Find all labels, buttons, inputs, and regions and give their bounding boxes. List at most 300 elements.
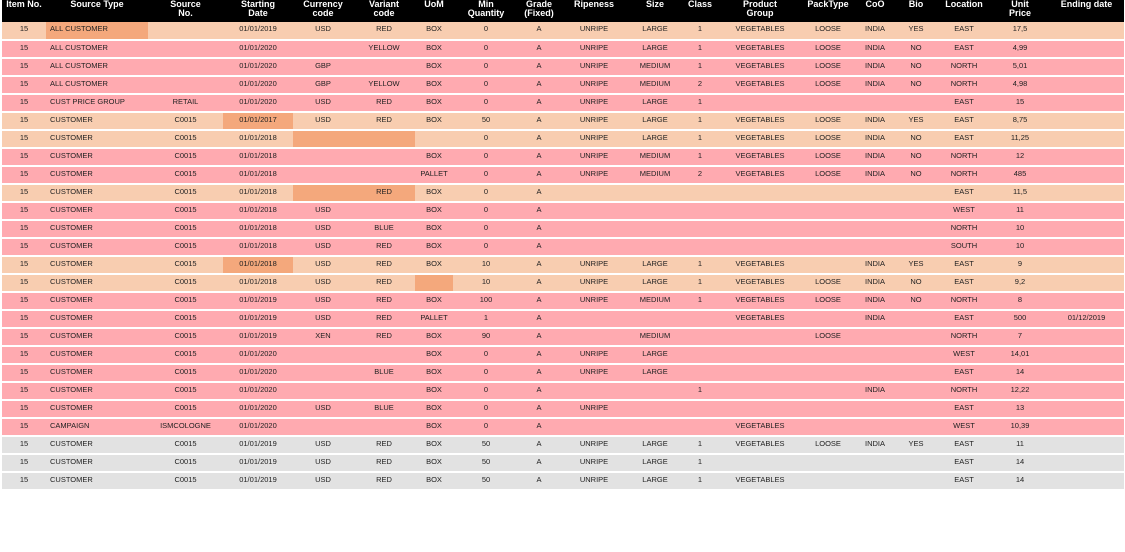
table-cell[interactable]: EAST (954, 115, 974, 124)
table-cell[interactable]: UNRIPE (579, 61, 609, 70)
table-cell[interactable]: INDIA (864, 277, 885, 286)
table-cell[interactable]: WEST (953, 421, 975, 430)
table-cell[interactable]: 01/01/2020 (239, 349, 277, 358)
column-header[interactable] (801, 0, 855, 22)
table-cell[interactable] (629, 202, 681, 220)
table-cell[interactable]: YES (908, 24, 924, 33)
table-cell[interactable]: 100 (479, 295, 493, 304)
table-cell[interactable]: 13 (1015, 403, 1025, 412)
table-cell[interactable]: 0 (483, 151, 489, 160)
table-cell[interactable] (895, 346, 937, 364)
table-cell[interactable]: LARGE (642, 457, 668, 466)
table-cell[interactable]: C0015 (174, 259, 197, 268)
table-cell[interactable]: VEGETABLES (735, 24, 785, 33)
table-cell[interactable]: VEGETABLES (735, 295, 785, 304)
table-cell[interactable]: BOX (426, 205, 442, 214)
table-cell[interactable]: INDIA (864, 133, 885, 142)
table-cell[interactable] (1049, 436, 1124, 454)
table-cell[interactable]: USD (315, 313, 331, 322)
table-cell[interactable]: 1 (697, 43, 703, 52)
table-cell[interactable] (559, 220, 629, 238)
table-cell[interactable]: 01/01/2018 (239, 223, 277, 232)
table-cell[interactable]: 1 (697, 277, 703, 286)
table-cell[interactable]: 15 (19, 331, 29, 340)
table-cell[interactable] (559, 202, 629, 220)
table-cell[interactable] (559, 418, 629, 436)
table-cell[interactable]: BOX (426, 61, 442, 70)
table-cell[interactable]: CUSTOMER (50, 439, 93, 448)
table-cell[interactable]: 01/01/2019 (239, 295, 277, 304)
table-cell[interactable] (801, 220, 855, 238)
table-cell[interactable] (895, 94, 937, 112)
table-cell[interactable] (855, 400, 895, 418)
table-row[interactable] (2, 292, 1124, 310)
table-cell[interactable]: C0015 (174, 169, 197, 178)
table-row[interactable] (2, 202, 1124, 220)
table-cell[interactable] (1049, 22, 1124, 40)
table-cell[interactable]: 0 (483, 421, 489, 430)
table-cell[interactable]: RED (376, 277, 392, 286)
table-cell[interactable]: A (536, 277, 542, 286)
table-cell[interactable] (629, 382, 681, 400)
table-cell[interactable] (801, 94, 855, 112)
table-cell[interactable] (293, 130, 353, 148)
table-cell[interactable]: A (536, 79, 542, 88)
table-cell[interactable]: 14,01 (1010, 349, 1030, 358)
table-cell[interactable] (148, 22, 223, 40)
table-cell[interactable] (148, 76, 223, 94)
table-cell[interactable]: VEGETABLES (735, 439, 785, 448)
table-cell[interactable]: RED (376, 331, 392, 340)
table-cell[interactable]: A (536, 115, 542, 124)
table-cell[interactable]: 4,99 (1012, 43, 1028, 52)
table-cell[interactable]: CUSTOMER (50, 385, 93, 394)
table-row[interactable] (2, 76, 1124, 94)
table-cell[interactable]: 1 (697, 61, 703, 70)
table-cell[interactable]: 01/01/2018 (239, 277, 277, 286)
table-cell[interactable]: 15 (19, 133, 29, 142)
table-cell[interactable] (801, 472, 855, 490)
table-cell[interactable]: LARGE (642, 43, 668, 52)
table-cell[interactable]: USD (315, 295, 331, 304)
table-cell[interactable]: PALLET (420, 169, 448, 178)
table-cell[interactable]: USD (315, 115, 331, 124)
column-header[interactable] (681, 0, 719, 22)
table-cell[interactable]: C0015 (174, 241, 197, 250)
table-cell[interactable]: LOOSE (815, 169, 841, 178)
table-cell[interactable]: 01/01/2018 (239, 169, 277, 178)
table-cell[interactable] (855, 238, 895, 256)
table-cell[interactable]: USD (315, 241, 331, 250)
table-cell[interactable]: 15 (19, 24, 29, 33)
column-header[interactable] (991, 0, 1049, 22)
table-cell[interactable]: LARGE (642, 439, 668, 448)
table-cell[interactable] (1049, 76, 1124, 94)
table-cell[interactable] (719, 220, 801, 238)
table-row[interactable] (2, 40, 1124, 58)
table-cell[interactable] (353, 202, 415, 220)
table-cell[interactable] (719, 94, 801, 112)
table-cell[interactable]: NO (910, 133, 922, 142)
table-cell[interactable]: A (536, 43, 542, 52)
table-cell[interactable]: UNRIPE (579, 277, 609, 286)
table-cell[interactable]: 12,22 (1010, 385, 1030, 394)
table-cell[interactable]: VEGETABLES (735, 79, 785, 88)
table-cell[interactable] (855, 202, 895, 220)
table-cell[interactable]: BOX (426, 259, 442, 268)
table-cell[interactable]: 15 (19, 43, 29, 52)
table-cell[interactable]: USD (315, 439, 331, 448)
table-cell[interactable]: MEDIUM (639, 169, 671, 178)
table-cell[interactable]: GBP (315, 79, 331, 88)
table-cell[interactable]: 2 (697, 169, 703, 178)
table-cell[interactable]: 15 (19, 115, 29, 124)
table-cell[interactable]: VEGETABLES (735, 61, 785, 70)
table-cell[interactable]: LARGE (642, 277, 668, 286)
table-cell[interactable] (855, 184, 895, 202)
table-cell[interactable] (801, 364, 855, 382)
table-cell[interactable]: 0 (483, 241, 489, 250)
table-cell[interactable] (681, 238, 719, 256)
table-cell[interactable]: VEGETABLES (735, 43, 785, 52)
table-cell[interactable]: 9,2 (1014, 277, 1026, 286)
table-cell[interactable]: 01/01/2020 (239, 367, 277, 376)
table-cell[interactable]: 11 (1016, 205, 1024, 214)
table-cell[interactable] (148, 40, 223, 58)
table-cell[interactable]: 0 (483, 403, 489, 412)
table-cell[interactable]: CUSTOMER (50, 475, 93, 484)
table-cell[interactable]: BOX (426, 403, 442, 412)
table-cell[interactable] (801, 238, 855, 256)
table-cell[interactable]: C0015 (174, 349, 197, 358)
table-cell[interactable]: INDIA (864, 115, 885, 124)
table-cell[interactable]: A (536, 349, 542, 358)
table-row[interactable] (2, 256, 1124, 274)
table-cell[interactable]: 0 (483, 349, 489, 358)
table-cell[interactable]: INDIA (864, 439, 885, 448)
table-cell[interactable]: WEST (953, 205, 975, 214)
table-cell[interactable] (1049, 454, 1124, 472)
table-row[interactable] (2, 382, 1124, 400)
table-cell[interactable]: 0 (483, 61, 489, 70)
table-cell[interactable]: 2 (697, 79, 703, 88)
table-cell[interactable]: UNRIPE (579, 97, 609, 106)
table-cell[interactable]: 0 (483, 367, 489, 376)
table-cell[interactable]: INDIA (864, 79, 885, 88)
table-cell[interactable]: RED (353, 184, 415, 202)
table-cell[interactable]: UNRIPE (579, 439, 609, 448)
table-cell[interactable]: 10 (481, 259, 491, 268)
table-cell[interactable]: 4,98 (1012, 79, 1028, 88)
table-row[interactable] (2, 400, 1124, 418)
table-cell[interactable] (559, 238, 629, 256)
table-cell[interactable] (855, 220, 895, 238)
table-cell[interactable] (1049, 130, 1124, 148)
table-cell[interactable]: C0015 (174, 223, 197, 232)
table-cell[interactable] (801, 418, 855, 436)
column-header[interactable] (895, 0, 937, 22)
table-cell[interactable] (719, 184, 801, 202)
table-cell[interactable]: 01/01/2019 (239, 313, 277, 322)
table-cell[interactable] (855, 346, 895, 364)
table-cell[interactable]: VEGETABLES (735, 259, 785, 268)
table-cell[interactable] (855, 328, 895, 346)
table-cell[interactable]: LOOSE (815, 61, 841, 70)
column-header[interactable] (293, 0, 353, 22)
table-cell[interactable]: C0015 (174, 151, 197, 160)
column-header[interactable] (719, 0, 801, 22)
table-cell[interactable] (719, 400, 801, 418)
table-cell[interactable]: C0015 (174, 385, 197, 394)
table-cell[interactable] (293, 418, 353, 436)
table-cell[interactable]: C0015 (174, 457, 197, 466)
table-cell[interactable]: UNRIPE (579, 43, 609, 52)
table-cell[interactable]: VEGETABLES (735, 475, 785, 484)
table-row[interactable] (2, 418, 1124, 436)
table-cell[interactable]: INDIA (864, 151, 885, 160)
table-cell[interactable]: UNRIPE (579, 169, 609, 178)
table-cell[interactable]: ALL CUSTOMER (50, 43, 108, 52)
table-cell[interactable]: USD (315, 475, 331, 484)
table-cell[interactable]: A (536, 205, 542, 214)
table-cell[interactable] (895, 400, 937, 418)
table-cell[interactable]: 01/01/2019 (239, 457, 277, 466)
table-cell[interactable]: CUSTOMER (50, 133, 93, 142)
table-cell[interactable]: NORTH (950, 385, 978, 394)
table-cell[interactable]: UNRIPE (579, 475, 609, 484)
table-cell[interactable]: 01/01/2018 (239, 187, 277, 196)
table-cell[interactable]: EAST (954, 43, 974, 52)
table-cell[interactable]: VEGETABLES (735, 169, 785, 178)
table-cell[interactable]: VEGETABLES (735, 421, 785, 430)
table-cell[interactable]: NO (910, 277, 922, 286)
table-cell[interactable]: C0015 (174, 115, 197, 124)
table-cell[interactable]: BLUE (374, 403, 394, 412)
table-cell[interactable] (895, 328, 937, 346)
table-cell[interactable]: 1 (697, 457, 703, 466)
table-cell[interactable]: LARGE (642, 475, 668, 484)
table-cell[interactable]: BLUE (374, 223, 394, 232)
table-cell[interactable] (681, 364, 719, 382)
table-cell[interactable]: 15 (19, 187, 29, 196)
table-row[interactable] (2, 436, 1124, 454)
table-cell[interactable]: A (536, 223, 542, 232)
table-cell[interactable]: C0015 (174, 277, 197, 286)
table-cell[interactable]: ALL CUSTOMER (50, 79, 108, 88)
table-cell[interactable]: YELLOW (368, 79, 400, 88)
table-cell[interactable]: A (536, 457, 542, 466)
table-cell[interactable]: XEN (315, 331, 331, 340)
table-row[interactable] (2, 166, 1124, 184)
table-cell[interactable] (353, 58, 415, 76)
table-cell[interactable]: BLUE (374, 367, 394, 376)
table-cell[interactable] (1049, 382, 1124, 400)
table-cell[interactable] (1049, 346, 1124, 364)
table-cell[interactable]: RED (376, 475, 392, 484)
table-cell[interactable] (293, 184, 353, 202)
table-cell[interactable]: C0015 (174, 367, 197, 376)
table-cell[interactable]: A (536, 331, 542, 340)
table-cell[interactable]: 1 (697, 475, 703, 484)
table-cell[interactable] (1049, 58, 1124, 76)
table-cell[interactable]: LARGE (642, 259, 668, 268)
table-cell[interactable] (681, 418, 719, 436)
table-cell[interactable]: BOX (426, 475, 442, 484)
table-cell[interactable]: 01/01/2018 (239, 151, 277, 160)
table-cell[interactable]: 15 (19, 223, 29, 232)
table-cell[interactable]: YES (908, 115, 924, 124)
table-cell[interactable] (895, 184, 937, 202)
table-cell[interactable]: NO (910, 151, 922, 160)
table-cell[interactable]: USD (315, 97, 331, 106)
table-cell[interactable]: 14 (1015, 457, 1025, 466)
table-cell[interactable] (629, 310, 681, 328)
table-cell[interactable]: USD (315, 277, 331, 286)
table-cell[interactable] (719, 202, 801, 220)
table-cell[interactable] (801, 382, 855, 400)
table-cell[interactable]: 01/01/2018 (239, 205, 277, 214)
table-cell[interactable]: 15 (19, 349, 29, 358)
table-cell[interactable]: 50 (481, 439, 491, 448)
table-cell[interactable] (629, 184, 681, 202)
table-row[interactable] (2, 346, 1124, 364)
table-cell[interactable] (629, 238, 681, 256)
table-row[interactable] (2, 274, 1124, 292)
table-cell[interactable] (681, 202, 719, 220)
table-cell[interactable] (719, 346, 801, 364)
table-cell[interactable]: 10 (1015, 241, 1025, 250)
table-cell[interactable] (801, 256, 855, 274)
table-row[interactable] (2, 220, 1124, 238)
table-cell[interactable]: BOX (426, 97, 442, 106)
table-cell[interactable] (801, 346, 855, 364)
table-cell[interactable]: USD (315, 457, 331, 466)
table-cell[interactable]: BOX (426, 223, 442, 232)
table-cell[interactable]: BOX (426, 457, 442, 466)
table-cell[interactable]: A (536, 385, 542, 394)
table-cell[interactable]: UNRIPE (579, 24, 609, 33)
table-cell[interactable]: EAST (954, 475, 974, 484)
table-cell[interactable]: YES (908, 439, 924, 448)
table-cell[interactable]: A (536, 97, 542, 106)
table-cell[interactable]: USD (315, 205, 331, 214)
table-cell[interactable]: RED (376, 259, 392, 268)
table-cell[interactable]: NO (910, 61, 922, 70)
table-cell[interactable]: RETAIL (172, 97, 199, 106)
table-cell[interactable]: CAMPAIGN (50, 421, 90, 430)
table-cell[interactable]: BOX (426, 79, 442, 88)
table-cell[interactable]: UNRIPE (579, 295, 609, 304)
table-cell[interactable] (1049, 220, 1124, 238)
column-header[interactable] (519, 0, 559, 22)
table-cell[interactable] (801, 400, 855, 418)
table-cell[interactable] (353, 166, 415, 184)
table-cell[interactable]: LARGE (642, 24, 668, 33)
table-cell[interactable]: UNRIPE (579, 457, 609, 466)
table-cell[interactable]: NO (910, 169, 922, 178)
table-cell[interactable]: 15 (19, 421, 29, 430)
table-cell[interactable]: CUSTOMER (50, 367, 93, 376)
table-cell[interactable]: ISMCOLOGNE (160, 421, 211, 430)
table-cell[interactable] (681, 346, 719, 364)
table-cell[interactable]: CUSTOMER (50, 205, 93, 214)
table-cell[interactable]: 1 (697, 259, 703, 268)
table-cell[interactable]: MEDIUM (639, 295, 671, 304)
table-cell[interactable]: LOOSE (815, 133, 841, 142)
table-cell[interactable]: 01/12/2019 (1067, 313, 1106, 322)
table-cell[interactable]: UNRIPE (579, 403, 609, 412)
table-cell[interactable]: 01/01/2020 (239, 403, 277, 412)
table-cell[interactable]: EAST (954, 367, 974, 376)
table-cell[interactable]: A (536, 421, 542, 430)
table-cell[interactable]: LOOSE (815, 439, 841, 448)
table-cell[interactable]: BOX (426, 331, 442, 340)
table-cell[interactable]: A (536, 475, 542, 484)
table-row[interactable] (2, 472, 1124, 490)
table-cell[interactable]: 15 (19, 313, 29, 322)
table-cell[interactable]: RED (376, 24, 392, 33)
column-header[interactable] (223, 0, 293, 22)
table-row[interactable] (2, 22, 1124, 40)
column-header[interactable] (148, 0, 223, 22)
column-header[interactable] (2, 0, 46, 22)
table-cell[interactable]: 1 (697, 151, 703, 160)
table-cell[interactable]: RED (376, 439, 392, 448)
table-cell[interactable]: UNRIPE (579, 133, 609, 142)
table-cell[interactable] (559, 310, 629, 328)
column-header[interactable] (1049, 0, 1124, 22)
table-cell[interactable]: A (536, 295, 542, 304)
table-cell[interactable]: A (536, 151, 542, 160)
table-cell[interactable]: 500 (1013, 313, 1027, 322)
table-cell[interactable]: GBP (315, 61, 331, 70)
table-cell[interactable]: YELLOW (368, 43, 400, 52)
table-cell[interactable]: LARGE (642, 133, 668, 142)
table-cell[interactable] (681, 310, 719, 328)
table-cell[interactable]: LARGE (642, 97, 668, 106)
table-cell[interactable]: BOX (426, 151, 442, 160)
table-cell[interactable]: VEGETABLES (735, 151, 785, 160)
table-cell[interactable]: 15 (19, 475, 29, 484)
table-cell[interactable] (293, 382, 353, 400)
table-cell[interactable] (801, 310, 855, 328)
table-cell[interactable] (895, 220, 937, 238)
table-cell[interactable] (895, 382, 937, 400)
table-cell[interactable]: 01/01/2020 (239, 61, 277, 70)
table-cell[interactable] (293, 40, 353, 58)
table-cell[interactable]: NORTH (950, 151, 978, 160)
table-cell[interactable]: 90 (481, 331, 491, 340)
table-cell[interactable]: LOOSE (815, 277, 841, 286)
table-cell[interactable]: CUSTOMER (50, 349, 93, 358)
table-cell[interactable] (353, 148, 415, 166)
table-cell[interactable]: PALLET (420, 313, 448, 322)
table-cell[interactable] (681, 400, 719, 418)
column-header[interactable] (937, 0, 991, 22)
table-cell[interactable]: NORTH (950, 295, 978, 304)
table-cell[interactable]: 01/01/2019 (239, 331, 277, 340)
table-cell[interactable] (719, 382, 801, 400)
table-cell[interactable]: 01/01/2018 (239, 133, 277, 142)
table-cell[interactable]: CUSTOMER (50, 115, 93, 124)
table-cell[interactable]: VEGETABLES (735, 133, 785, 142)
table-cell[interactable]: 01/01/2019 (239, 475, 277, 484)
table-cell[interactable] (801, 454, 855, 472)
table-cell[interactable] (353, 346, 415, 364)
table-cell[interactable] (415, 274, 453, 292)
table-cell[interactable] (895, 202, 937, 220)
table-cell[interactable]: RED (376, 115, 392, 124)
